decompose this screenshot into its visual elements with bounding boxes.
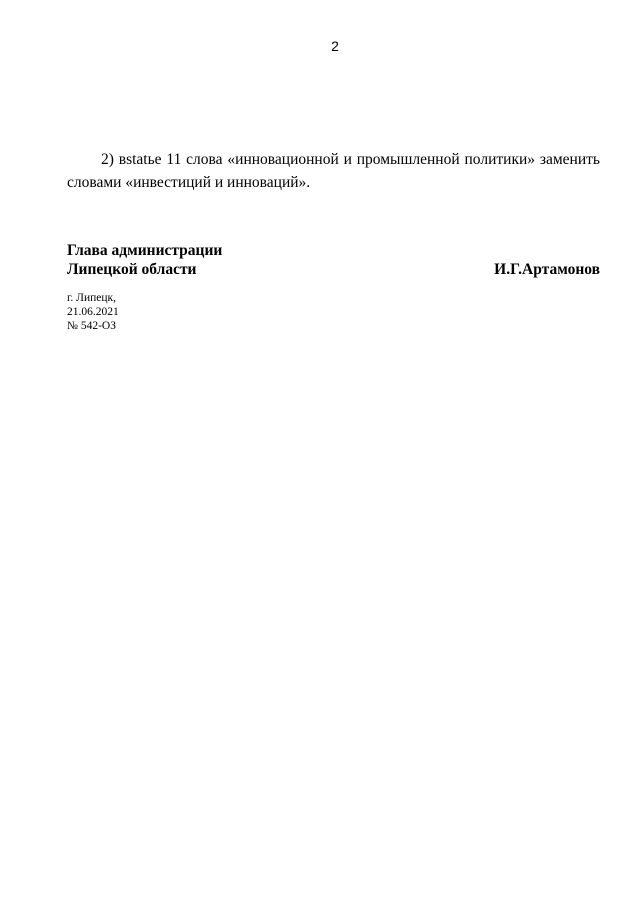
document-meta xyxy=(67,291,119,333)
meta-number: № 542-ОЗ xyxy=(67,320,116,332)
signature-title-2: Липецкой области xyxy=(67,261,197,278)
signature-title-line-1 xyxy=(67,241,600,260)
meta-date: 21.06.2021 xyxy=(67,306,119,318)
signature-title-line-2 xyxy=(67,260,600,279)
signature-block xyxy=(67,241,600,279)
signatory-name: И.Г.Артамонов xyxy=(494,261,600,278)
meta-place: г. Липецк, xyxy=(67,292,116,304)
amendment-paragraph: 2) вstatье 11 слова «инновационной и промышленной политики» заменить словами «инвестиций и инноваций». xyxy=(67,151,600,191)
page-number: 2 xyxy=(331,38,339,54)
signature-title-1: Глава администрации xyxy=(67,242,223,259)
